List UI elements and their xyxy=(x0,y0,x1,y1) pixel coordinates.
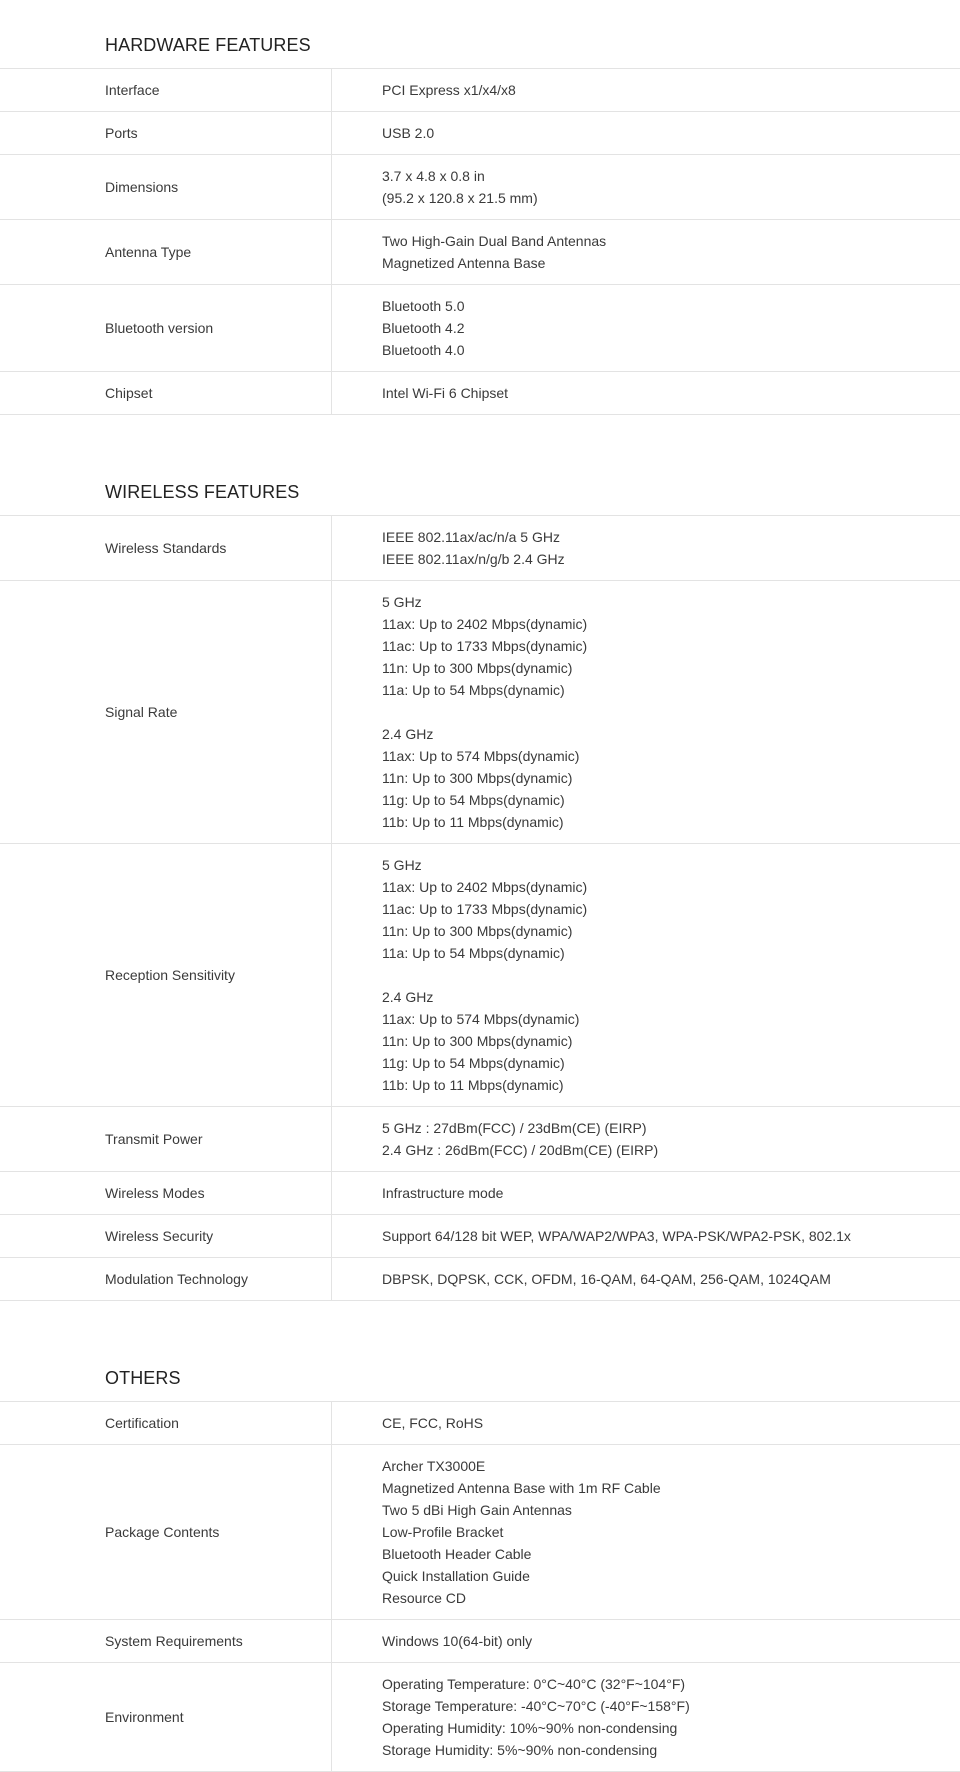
spec-value-line: 11a: Up to 54 Mbps(dynamic) xyxy=(382,682,565,698)
spec-value xyxy=(332,844,960,1106)
spec-row-wireless-standards xyxy=(0,516,960,581)
spec-value-line: Archer TX3000E xyxy=(382,1458,486,1474)
spec-label: Package Contents xyxy=(0,1445,332,1619)
spec-value xyxy=(332,155,960,219)
spec-value-line: Storage Temperature: -40°C~70°C (-40°F~158°F) xyxy=(382,1698,690,1714)
spec-value-line: IEEE 802.11ax/ac/n/a 5 GHz xyxy=(382,529,560,545)
spec-label: Signal Rate xyxy=(0,581,332,843)
spec-row-interface xyxy=(0,69,960,112)
spec-value-line: (95.2 x 120.8 x 21.5 mm) xyxy=(382,190,538,206)
section-title: WIRELESS FEATURES xyxy=(105,482,300,502)
spec-value-line: 11n: Up to 300 Mbps(dynamic) xyxy=(382,770,573,786)
spec-value-line: Infrastructure mode xyxy=(382,1185,504,1201)
spec-value-line: 11b: Up to 11 Mbps(dynamic) xyxy=(382,1077,564,1093)
spec-value-line: 11g: Up to 54 Mbps(dynamic) xyxy=(382,792,565,808)
spec-value-line: 11ax: Up to 574 Mbps(dynamic) xyxy=(382,1011,580,1027)
spec-value-line: 11n: Up to 300 Mbps(dynamic) xyxy=(382,1033,573,1049)
spec-value-line: DBPSK, DQPSK, CCK, OFDM, 16-QAM, 64-QAM, 256-QAM, 1024QAM xyxy=(382,1271,831,1287)
spec-value-line: Bluetooth Header Cable xyxy=(382,1546,532,1562)
spec-label: Environment xyxy=(0,1663,332,1771)
spec-value-line: Two 5 dBi High Gain Antennas xyxy=(382,1502,572,1518)
spec-table xyxy=(0,1401,960,1772)
spec-section-others xyxy=(0,1333,960,1772)
spec-value-line: 3.7 x 4.8 x 0.8 in xyxy=(382,168,485,184)
spec-row-chipset xyxy=(0,372,960,415)
spec-label: System Requirements xyxy=(0,1620,332,1662)
spec-value xyxy=(332,1620,960,1662)
spec-value xyxy=(332,1258,960,1300)
spec-value xyxy=(332,1663,960,1771)
spec-value-line: 11ax: Up to 574 Mbps(dynamic) xyxy=(382,748,580,764)
spec-label: Bluetooth version xyxy=(0,285,332,371)
spec-label: Wireless Modes xyxy=(0,1172,332,1214)
spec-value xyxy=(332,1107,960,1171)
spec-value-line: Support 64/128 bit WEP, WPA/WAP2/WPA3, WPA-PSK/WPA2-PSK, 802.1x xyxy=(382,1228,851,1244)
spec-label: Certification xyxy=(0,1402,332,1444)
spec-value-line: 11ax: Up to 2402 Mbps(dynamic) xyxy=(382,616,588,632)
spec-value-line: Storage Humidity: 5%~90% non-condensing xyxy=(382,1742,658,1758)
spec-value-line: 11n: Up to 300 Mbps(dynamic) xyxy=(382,660,573,676)
spec-value-line: PCI Express x1/x4/x8 xyxy=(382,82,516,98)
spec-value xyxy=(332,1215,960,1257)
spec-row-bluetooth-version xyxy=(0,285,960,372)
spec-value-line: Bluetooth 4.2 xyxy=(382,320,465,336)
spec-label: Ports xyxy=(0,112,332,154)
spec-value-line: 2.4 GHz : 26dBm(FCC) / 20dBm(CE) (EIRP) xyxy=(382,1142,659,1158)
spec-row-dimensions xyxy=(0,155,960,220)
spec-label: Antenna Type xyxy=(0,220,332,284)
spec-row-ports xyxy=(0,112,960,155)
section-title: OTHERS xyxy=(105,1368,181,1388)
section-title: HARDWARE FEATURES xyxy=(105,35,311,55)
spec-value-line: 5 GHz xyxy=(382,594,422,610)
spec-label: Wireless Security xyxy=(0,1215,332,1257)
spec-label: Reception Sensitivity xyxy=(0,844,332,1106)
spec-label: Modulation Technology xyxy=(0,1258,332,1300)
spec-value-line: 11ac: Up to 1733 Mbps(dynamic) xyxy=(382,638,588,654)
spec-value-line: 5 GHz : 27dBm(FCC) / 23dBm(CE) (EIRP) xyxy=(382,1120,647,1136)
spec-row-antenna-type xyxy=(0,220,960,285)
spec-row-signal-rate xyxy=(0,581,960,844)
spec-value xyxy=(332,1172,960,1214)
spec-value xyxy=(332,1445,960,1619)
spec-value xyxy=(332,581,960,843)
spec-value-line: Windows 10(64-bit) only xyxy=(382,1633,533,1649)
spec-table xyxy=(0,515,960,1301)
spec-value-line: 5 GHz xyxy=(382,857,422,873)
spec-label: Chipset xyxy=(0,372,332,414)
spec-value xyxy=(332,516,960,580)
spec-value-line: 11ax: Up to 2402 Mbps(dynamic) xyxy=(382,879,588,895)
spec-value-line: IEEE 802.11ax/n/g/b 2.4 GHz xyxy=(382,551,565,567)
spec-value-line: Bluetooth 4.0 xyxy=(382,342,465,358)
spec-value-line: 11g: Up to 54 Mbps(dynamic) xyxy=(382,1055,565,1071)
spec-value-line: 2.4 GHz xyxy=(382,726,434,742)
spec-value-line: Low-Profile Bracket xyxy=(382,1524,504,1540)
spec-value xyxy=(332,220,960,284)
spec-value-line: Intel Wi-Fi 6 Chipset xyxy=(382,385,509,401)
spec-value-line: 11a: Up to 54 Mbps(dynamic) xyxy=(382,945,565,961)
spec-section-hardware-features xyxy=(0,0,960,415)
spec-row-wireless-modes xyxy=(0,1172,960,1215)
spec-value-line: Operating Humidity: 10%~90% non-condensing xyxy=(382,1720,678,1736)
spec-value-line: Quick Installation Guide xyxy=(382,1568,530,1584)
spec-value-line: USB 2.0 xyxy=(382,125,435,141)
spec-value-line: Magnetized Antenna Base xyxy=(382,255,546,271)
spec-row-transmit-power xyxy=(0,1107,960,1172)
spec-section-wireless-features xyxy=(0,447,960,1301)
spec-row-reception-sensitivity xyxy=(0,844,960,1107)
spec-value-line: 11ac: Up to 1733 Mbps(dynamic) xyxy=(382,901,588,917)
spec-row-modulation-technology xyxy=(0,1258,960,1301)
spec-row-system-requirements xyxy=(0,1620,960,1663)
spec-value-line: 11n: Up to 300 Mbps(dynamic) xyxy=(382,923,573,939)
spec-value-line: Resource CD xyxy=(382,1590,467,1606)
spec-value-line: Magnetized Antenna Base with 1m RF Cable xyxy=(382,1480,661,1496)
spec-value-line: 2.4 GHz xyxy=(382,989,434,1005)
spec-value-line: Operating Temperature: 0°C~40°C (32°F~104°F) xyxy=(382,1676,686,1692)
spec-value-line: Two High-Gain Dual Band Antennas xyxy=(382,233,607,249)
spec-label: Dimensions xyxy=(0,155,332,219)
spec-label: Wireless Standards xyxy=(0,516,332,580)
spec-value xyxy=(332,1402,960,1444)
spec-value xyxy=(332,69,960,111)
spec-row-wireless-security xyxy=(0,1215,960,1258)
spec-value xyxy=(332,285,960,371)
spec-value xyxy=(332,112,960,154)
spec-row-package-contents xyxy=(0,1445,960,1620)
spec-value-line: CE, FCC, RoHS xyxy=(382,1415,484,1431)
spec-row-environment xyxy=(0,1663,960,1772)
spec-label: Interface xyxy=(0,69,332,111)
spec-value-line: 11b: Up to 11 Mbps(dynamic) xyxy=(382,814,564,830)
spec-value xyxy=(332,372,960,414)
spec-value-spacer xyxy=(382,701,960,723)
spec-value-line: Bluetooth 5.0 xyxy=(382,298,465,314)
spec-value-spacer xyxy=(382,964,960,986)
spec-table xyxy=(0,68,960,415)
spec-label: Transmit Power xyxy=(0,1107,332,1171)
spec-row-certification xyxy=(0,1402,960,1445)
